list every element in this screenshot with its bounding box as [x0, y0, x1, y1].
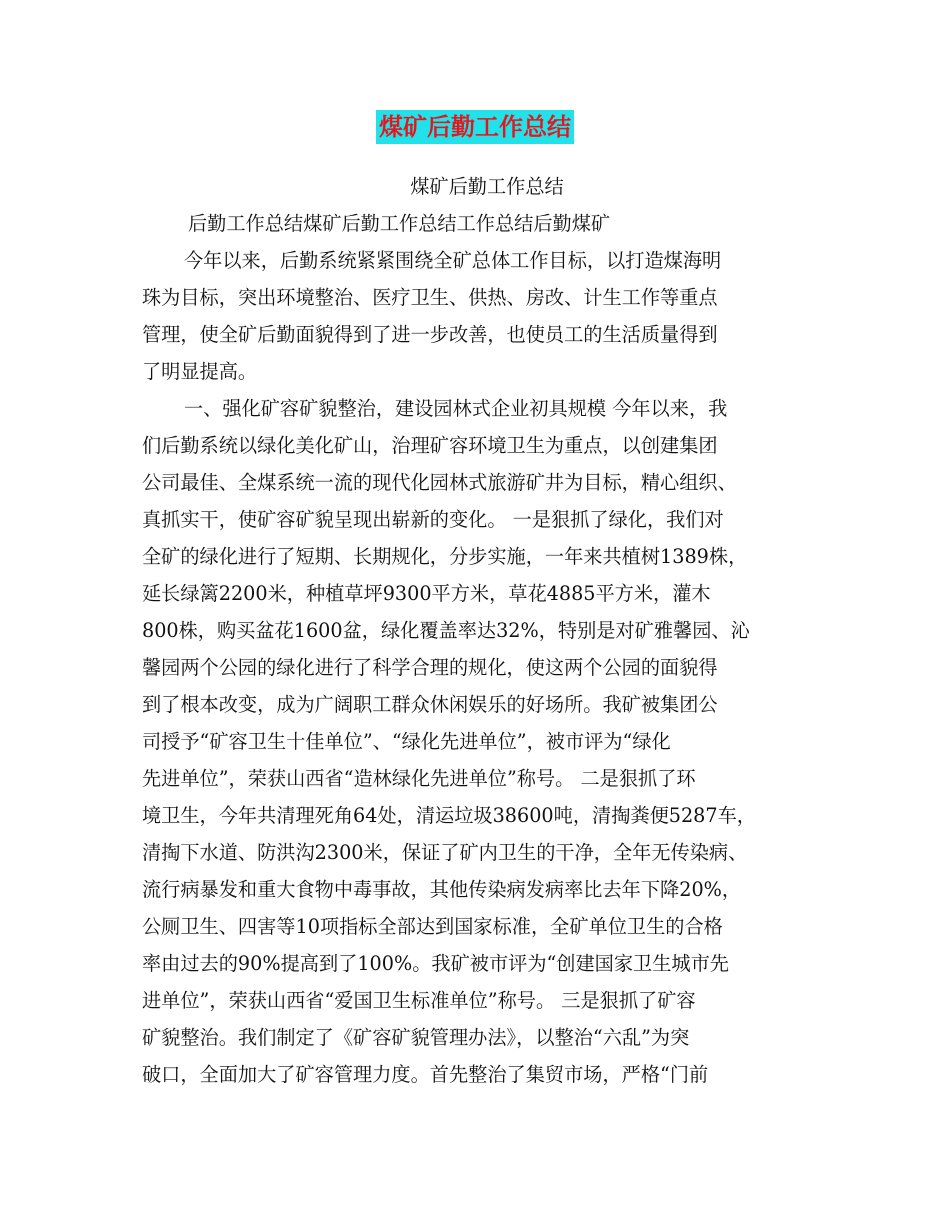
paragraph-line: 今年以来，后勤系统紧紧围绕全矿总体工作目标，以打造煤海明 [184, 249, 722, 272]
paragraph-line: 管理，使全矿后勤面貌得到了进一步改善，也使员工的生活质量得到 [142, 323, 718, 346]
paragraph-line: 率由过去的90%提高到了100%。我矿被市评为“创建国家卫生城市先 [142, 952, 729, 975]
paragraph-line: 珠为目标，突出环境整治、医疗卫生、供热、房改、计生工作等重点 [142, 286, 718, 309]
paragraph-line: 延长绿篱2200米，种植草坪9300平方米，草花4885平方米，灌木 [142, 582, 711, 605]
paragraph-line: 一、强化矿容矿貌整治，建设园林式企业初具规模 今年以来，我 [184, 397, 728, 420]
document-title: 煤矿后勤工作总结 [376, 110, 574, 144]
paragraph-line: 破口，全面加大了矿容管理力度。首先整治了集贸市场，严格“门前 [142, 1063, 709, 1086]
paragraph-line: 进单位”，荣获山西省“爱国卫生标准单位”称号。 三是狠抓了矿容 [142, 989, 696, 1012]
document-keywords: 后勤工作总结煤矿后勤工作总结工作总结后勤煤矿 [188, 212, 611, 235]
paragraph-line: 公司最佳、全煤系统一流的现代化园林式旅游矿井为目标，精心组织、 [142, 471, 737, 494]
paragraph-line: 们后勤系统以绿化美化矿山，治理矿容环境卫生为重点，以创建集团 [142, 434, 718, 457]
paragraph-line: 司授予“矿容卫生十佳单位”、“绿化先进单位”，被市评为“绿化 [142, 730, 671, 753]
document-subtitle: 煤矿后勤工作总结 [410, 175, 564, 198]
paragraph-line: 全矿的绿化进行了短期、长期规化，分步实施，一年来共植树1389株， [142, 545, 748, 568]
document-body [142, 168, 832, 1093]
paragraph-line: 了明显提高。 [142, 360, 258, 383]
paragraph-line: 真抓实干，使矿容矿貌呈现出崭新的变化。 一是狠抓了绿化，我们对 [142, 508, 724, 531]
paragraph-line: 馨园两个公园的绿化进行了科学合理的规化，使这两个公园的面貌得 [142, 656, 718, 679]
paragraph-line: 境卫生，今年共清理死角64处，清运垃圾38600吨，清掏粪便5287车， [142, 804, 756, 827]
paragraph-line: 到了根本改变，成为广阔职工群众休闲娱乐的好场所。我矿被集团公 [142, 693, 718, 716]
paragraph-line: 矿貌整治。我们制定了《矿容矿貌管理办法》，以整治“六乱”为突 [142, 1026, 690, 1049]
paragraph-line: 公厕卫生、四害等10项指标全部达到国家标准，全矿单位卫生的合格 [142, 915, 723, 938]
title-container [0, 110, 950, 144]
paragraph-line: 800株，购买盆花1600盆，绿化覆盖率达32%，特别是对矿雅馨园、沁 [142, 619, 750, 642]
paragraph-line: 流行病暴发和重大食物中毒事故，其他传染病发病率比去年下降20%， [142, 878, 742, 901]
paragraph-line: 先进单位”，荣获山西省“造林绿化先进单位”称号。 二是狠抓了环 [142, 767, 696, 790]
paragraph-line: 清掏下水道、防洪沟2300米，保证了矿内卫生的干净，全年无传染病、 [142, 841, 748, 864]
